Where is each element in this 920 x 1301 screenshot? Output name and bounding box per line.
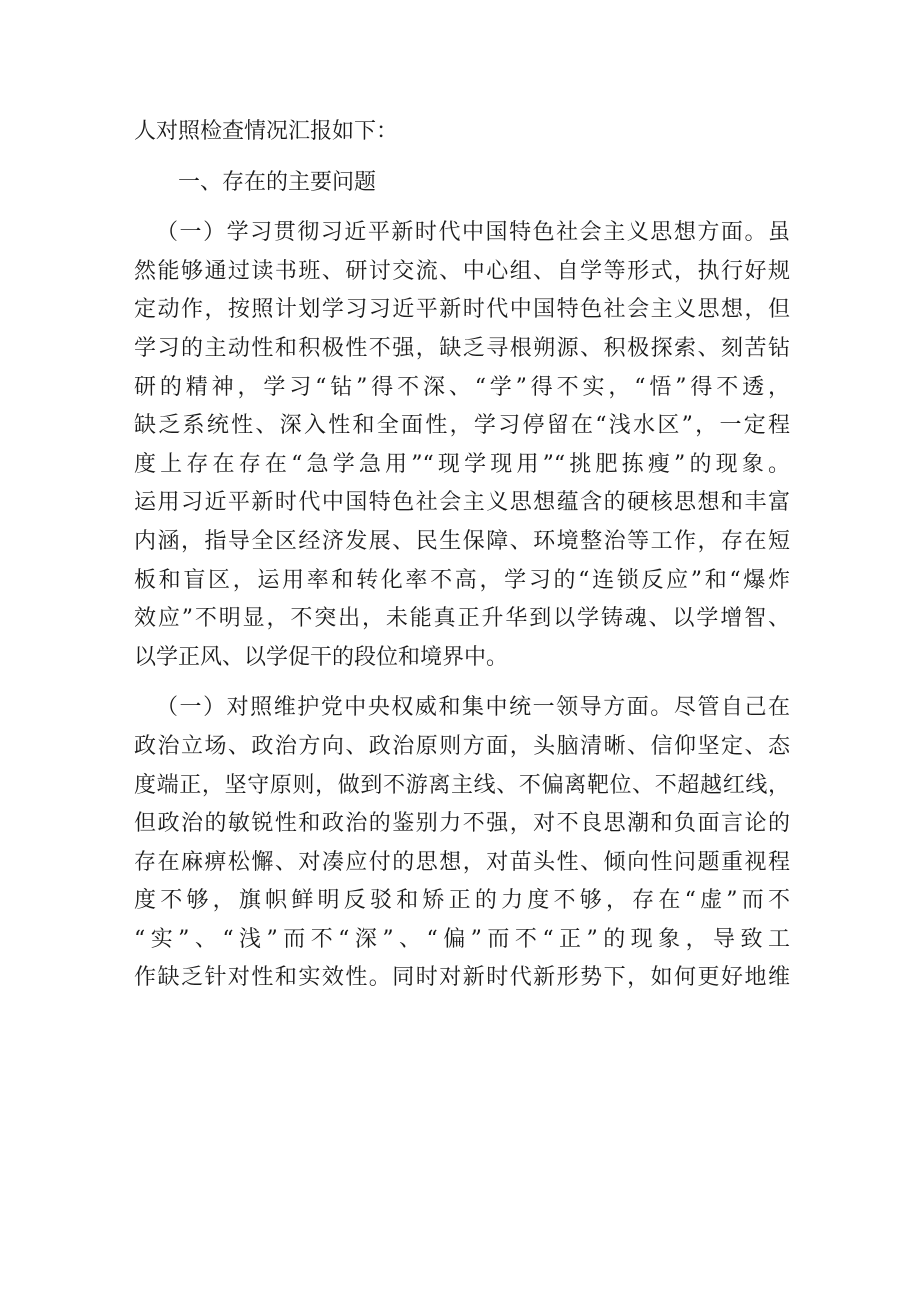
paragraph-line: 度端正，坚守原则，做到不游离主线、不偏离靶位、不超越红线， (134, 772, 790, 798)
paragraph-line: 度上存在存在“急学急用”“现学现用”“挑肥拣瘦”的现象。 (134, 451, 790, 477)
paragraph-line: 但政治的敏锐性和政治的鉴别力不强，对不良思潮和负面言论的 (134, 811, 790, 837)
paragraph-line: 然能够通过读书班、研讨交流、中心组、自学等形式，执行好规 (134, 258, 790, 284)
paragraph-2 (134, 689, 790, 998)
paragraph-line: （一）学习贯彻习近平新时代中国特色社会主义思想方面。虽 (156, 220, 790, 246)
paragraph-line: 度不够，旗帜鲜明反驳和矫正的力度不够，存在“虚”而不 (134, 888, 790, 914)
paragraph-line: 内涵，指导全区经济发展、民生保障、环境整治等工作，存在短 (134, 528, 790, 554)
paragraph-line: 定动作，按照计划学习习近平新时代中国特色社会主义思想，但 (134, 297, 790, 323)
paragraph-line: （一）对照维护党中央权威和集中统一领导方面。尽管自己在 (156, 695, 790, 721)
paragraph-line: 板和盲区，运用率和转化率不高，学习的“连锁反应”和“爆炸 (134, 567, 790, 593)
paragraph-line: “实”、“浅”而不“深”、“偏”而不“正”的现象，导致工 (134, 926, 790, 952)
intro-line: 人对照检查情况汇报如下： (134, 119, 399, 144)
paragraph-line: 作缺乏针对性和实效性。同时对新时代新形势下，如何更好地维 (134, 965, 790, 991)
paragraph-line: 存在麻痹松懈、对凑应付的思想，对苗头性、倾向性问题重视程 (134, 849, 790, 875)
paragraph-line: 学习的主动性和积极性不强，缺乏寻根朔源、积极探索、刻苦钻 (134, 335, 790, 361)
paragraph-line: 缺乏系统性、深入性和全面性，学习停留在“浅水区”，一定程 (134, 413, 790, 439)
paragraph-gap (134, 202, 790, 214)
paragraph-gap (134, 152, 790, 164)
paragraph-1 (134, 214, 790, 677)
paragraph-line: 政治立场、政治方向、政治原则方面，头脑清晰、信仰坚定、态 (134, 733, 790, 759)
paragraph-line: 研的精神，学习“钻”得不深、“学”得不实，“悟”得不透， (134, 374, 790, 400)
paragraph-line: 以学正风、以学促干的段位和境界中。 (134, 644, 509, 670)
paragraph-line: 效应”不明显，不突出，未能真正升华到以学铸魂、以学增智、 (134, 606, 790, 632)
section-heading: 一、存在的主要问题 (178, 169, 377, 195)
paragraph-line: 运用习近平新时代中国特色社会主义思想蕴含的硬核思想和丰富 (134, 490, 790, 516)
paragraph-gap (134, 677, 790, 689)
document-body (134, 113, 790, 998)
